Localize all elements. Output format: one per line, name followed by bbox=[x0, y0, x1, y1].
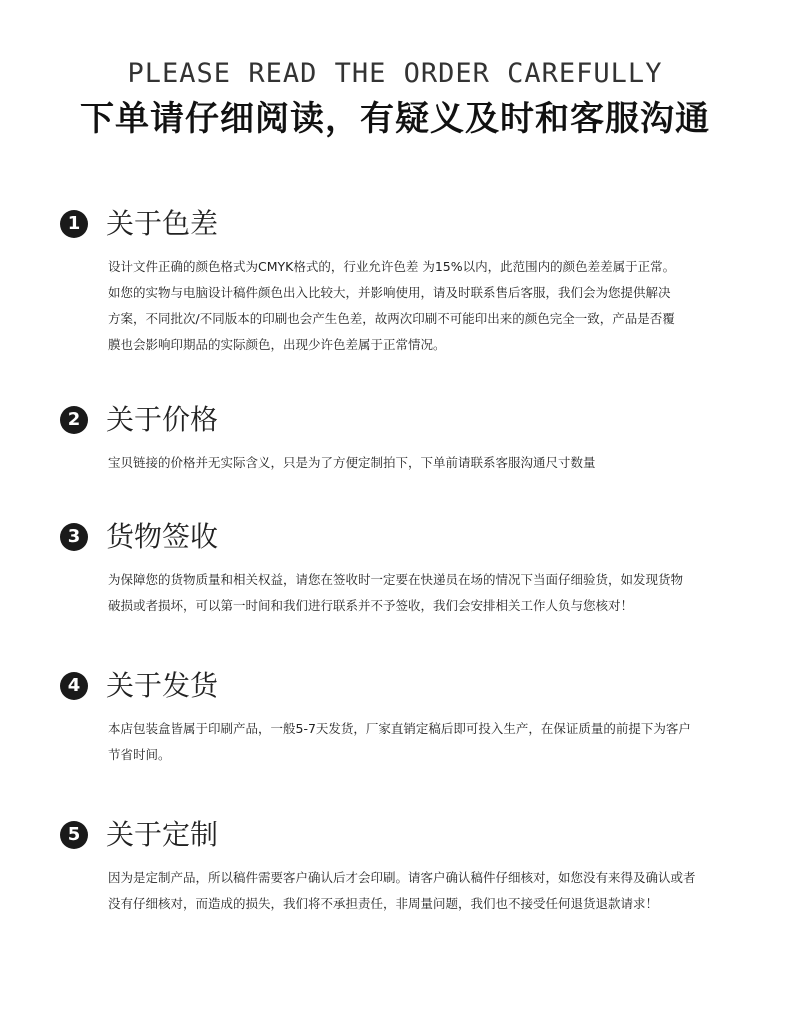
section-body bbox=[108, 865, 758, 917]
paragraph-line: 为保障您的货物质量和相关权益，请您在签收时一定要在快递员在场的情况下当面仔细验货，如发现货物 bbox=[108, 572, 684, 587]
section-shipping bbox=[60, 666, 760, 768]
section-body bbox=[108, 567, 758, 619]
section-color-difference bbox=[60, 204, 760, 358]
number-2-icon: 2 bbox=[60, 406, 88, 434]
section-title: 关于定制 bbox=[106, 818, 219, 851]
paragraph-line: 节省时间。 bbox=[108, 747, 171, 762]
section-price bbox=[60, 400, 760, 476]
paragraph-line: 方案，不同批次/不同版本的印刷也会产生色差，故两次印刷不可能印出来的颜色完全一致，产品是否覆 bbox=[108, 311, 675, 326]
section-title: 关于价格 bbox=[106, 403, 219, 436]
section-header bbox=[60, 666, 760, 706]
paragraph-line: 破损或者损坏，可以第一时间和我们进行联系并不予签收，我们会安排相关工作人负与您核对！ bbox=[108, 598, 634, 613]
page-title-en: PLEASE READ THE ORDER CAREFULLY bbox=[127, 58, 663, 89]
number-1-icon: 1 bbox=[60, 210, 88, 238]
section-customization bbox=[60, 815, 760, 917]
page-title-cn: 下单请仔细阅读，有疑义及时和客服沟通 bbox=[80, 99, 710, 139]
section-header bbox=[60, 204, 760, 244]
section-body bbox=[108, 716, 758, 768]
paragraph-line: 设计文件正确的颜色格式为CMYK格式的，行业允许色差 为15%以内，此范围内的颜色差差属于正常。 bbox=[108, 259, 676, 274]
section-title: 关于色差 bbox=[106, 207, 219, 240]
paragraph-line: 没有仔细核对，而造成的损失，我们将不承担责任，非周量问题，我们也不接受任何退货退款请求！ bbox=[108, 896, 659, 911]
number-4-icon: 4 bbox=[60, 672, 88, 700]
paragraph-line: 本店包装盒皆属于印刷产品，一般5-7天发货，厂家直销定稿后即可投入生产，在保证质量的前提下为客户 bbox=[108, 721, 691, 736]
section-receipt bbox=[60, 517, 760, 619]
paragraph-line: 因为是定制产品，所以稿件需要客户确认后才会印刷。请客户确认稿件仔细核对，如您没有来得及确认或者 bbox=[108, 870, 696, 885]
number-3-icon: 3 bbox=[60, 523, 88, 551]
section-header bbox=[60, 815, 760, 855]
section-title: 货物签收 bbox=[106, 520, 219, 553]
section-header bbox=[60, 400, 760, 440]
paragraph-line: 宝贝链接的价格并无实际含义，只是为了方便定制拍下，下单前请联系客服沟通尺寸数量 bbox=[108, 455, 596, 470]
paragraph-line: 膜也会影响印期品的实际颜色，出现少许色差属于正常情况。 bbox=[108, 337, 446, 352]
section-body bbox=[108, 254, 758, 358]
section-title: 关于发货 bbox=[106, 669, 219, 702]
section-body bbox=[108, 450, 758, 476]
number-5-icon: 5 bbox=[60, 821, 88, 849]
section-header bbox=[60, 517, 760, 557]
paragraph-line: 如您的实物与电脑设计稿件颜色出入比较大，并影响使用，请及时联系售后客服，我们会为您提供解决 bbox=[108, 285, 671, 300]
